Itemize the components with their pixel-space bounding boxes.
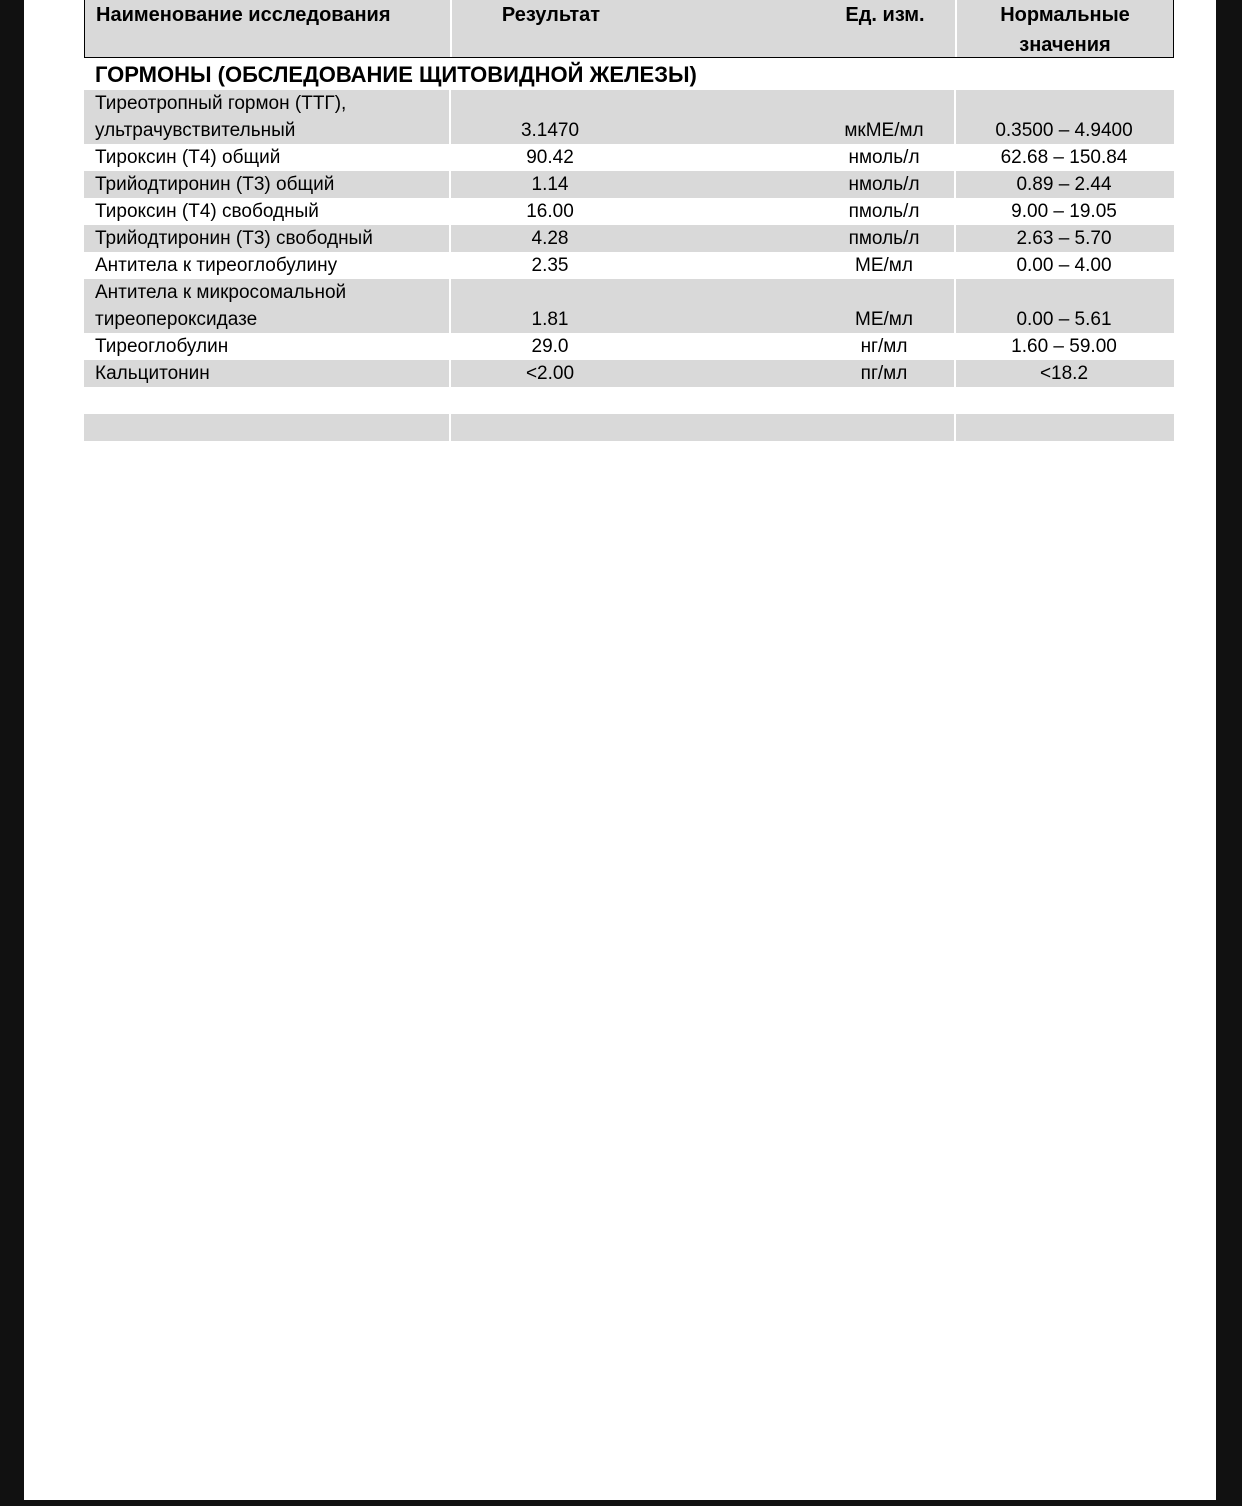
- lab-results-table: [84, 0, 1174, 441]
- row-result: <2.00: [525, 363, 575, 384]
- table-row: [84, 144, 1174, 171]
- table-row: [84, 279, 1174, 333]
- column-separator: [449, 414, 451, 441]
- empty-table-row: [84, 414, 1174, 441]
- row-name: Трийодтиронин (Т3) общий: [95, 174, 335, 195]
- row-normal: 9.00 – 19.05: [1011, 201, 1117, 222]
- row-result: 4.28: [531, 228, 569, 249]
- header-normal: [955, 0, 1175, 60]
- row-result: 2.35: [531, 255, 569, 276]
- row-name: Тироксин (Т4) общий: [95, 147, 281, 168]
- row-unit: нг/мл: [860, 336, 908, 357]
- row-name-line2: тиреопероксидазе: [95, 309, 258, 330]
- row-name-line1: Антитела к микросомальной: [95, 282, 347, 303]
- header-normal-line1: Нормальные: [1000, 4, 1130, 26]
- table-row: [84, 198, 1174, 225]
- row-name: Тироксин (Т4) свободный: [95, 201, 319, 222]
- row-unit: пг/мл: [860, 363, 908, 384]
- row-name-line1: Тиреотропный гормон (ТТГ),: [95, 93, 347, 114]
- table-row: [84, 225, 1174, 252]
- row-name: [95, 279, 435, 333]
- table-row: [84, 252, 1174, 279]
- document-page: [24, 0, 1216, 1500]
- table-row: [84, 90, 1174, 144]
- row-unit: мкМЕ/мл: [844, 120, 924, 141]
- table-spacer: [84, 387, 1174, 414]
- row-normal: 2.63 – 5.70: [1016, 228, 1112, 249]
- row-unit: МЕ/мл: [855, 255, 913, 276]
- header-name: Наименование исследования: [96, 4, 391, 26]
- row-normal: 0.00 – 5.61: [1016, 309, 1112, 330]
- column-separator: [954, 414, 956, 441]
- row-result: 29.0: [531, 336, 569, 357]
- row-name: Антитела к тиреоглобулину: [95, 255, 338, 276]
- row-name-line2: ультрачувствительный: [95, 120, 296, 141]
- section-title: ГОРМОНЫ (ОБСЛЕДОВАНИЕ ЩИТОВИДНОЙ ЖЕЛЕЗЫ): [84, 58, 1174, 90]
- header-result: Результат: [501, 4, 601, 26]
- header-unit: Ед. изм.: [845, 4, 925, 26]
- row-normal: 0.00 – 4.00: [1016, 255, 1112, 276]
- row-result: 1.14: [531, 174, 569, 195]
- header-normal-line2: значения: [1019, 34, 1111, 56]
- row-unit: нмоль/л: [848, 147, 920, 168]
- table-header: [84, 0, 1174, 58]
- row-unit: МЕ/мл: [855, 309, 913, 330]
- row-normal: 0.89 – 2.44: [1016, 174, 1112, 195]
- row-name: Тиреоглобулин: [95, 336, 229, 357]
- row-result: 3.1470: [520, 120, 580, 141]
- row-name: Трийодтиронин (Т3) свободный: [95, 228, 373, 249]
- row-normal: <18.2: [1039, 363, 1089, 384]
- row-unit: пмоль/л: [848, 201, 920, 222]
- row-normal: 62.68 – 150.84: [1000, 147, 1128, 168]
- table-row: [84, 360, 1174, 387]
- row-name: [95, 90, 435, 144]
- row-name: Кальцитонин: [95, 363, 210, 384]
- row-unit: нмоль/л: [848, 174, 920, 195]
- row-result: 90.42: [526, 147, 574, 168]
- row-result: 16.00: [526, 201, 574, 222]
- table-row: [84, 333, 1174, 360]
- table-row: [84, 171, 1174, 198]
- row-normal: 0.3500 – 4.9400: [995, 120, 1133, 141]
- row-unit: пмоль/л: [848, 228, 920, 249]
- row-normal: 1.60 – 59.00: [1011, 336, 1117, 357]
- row-result: 1.81: [531, 309, 569, 330]
